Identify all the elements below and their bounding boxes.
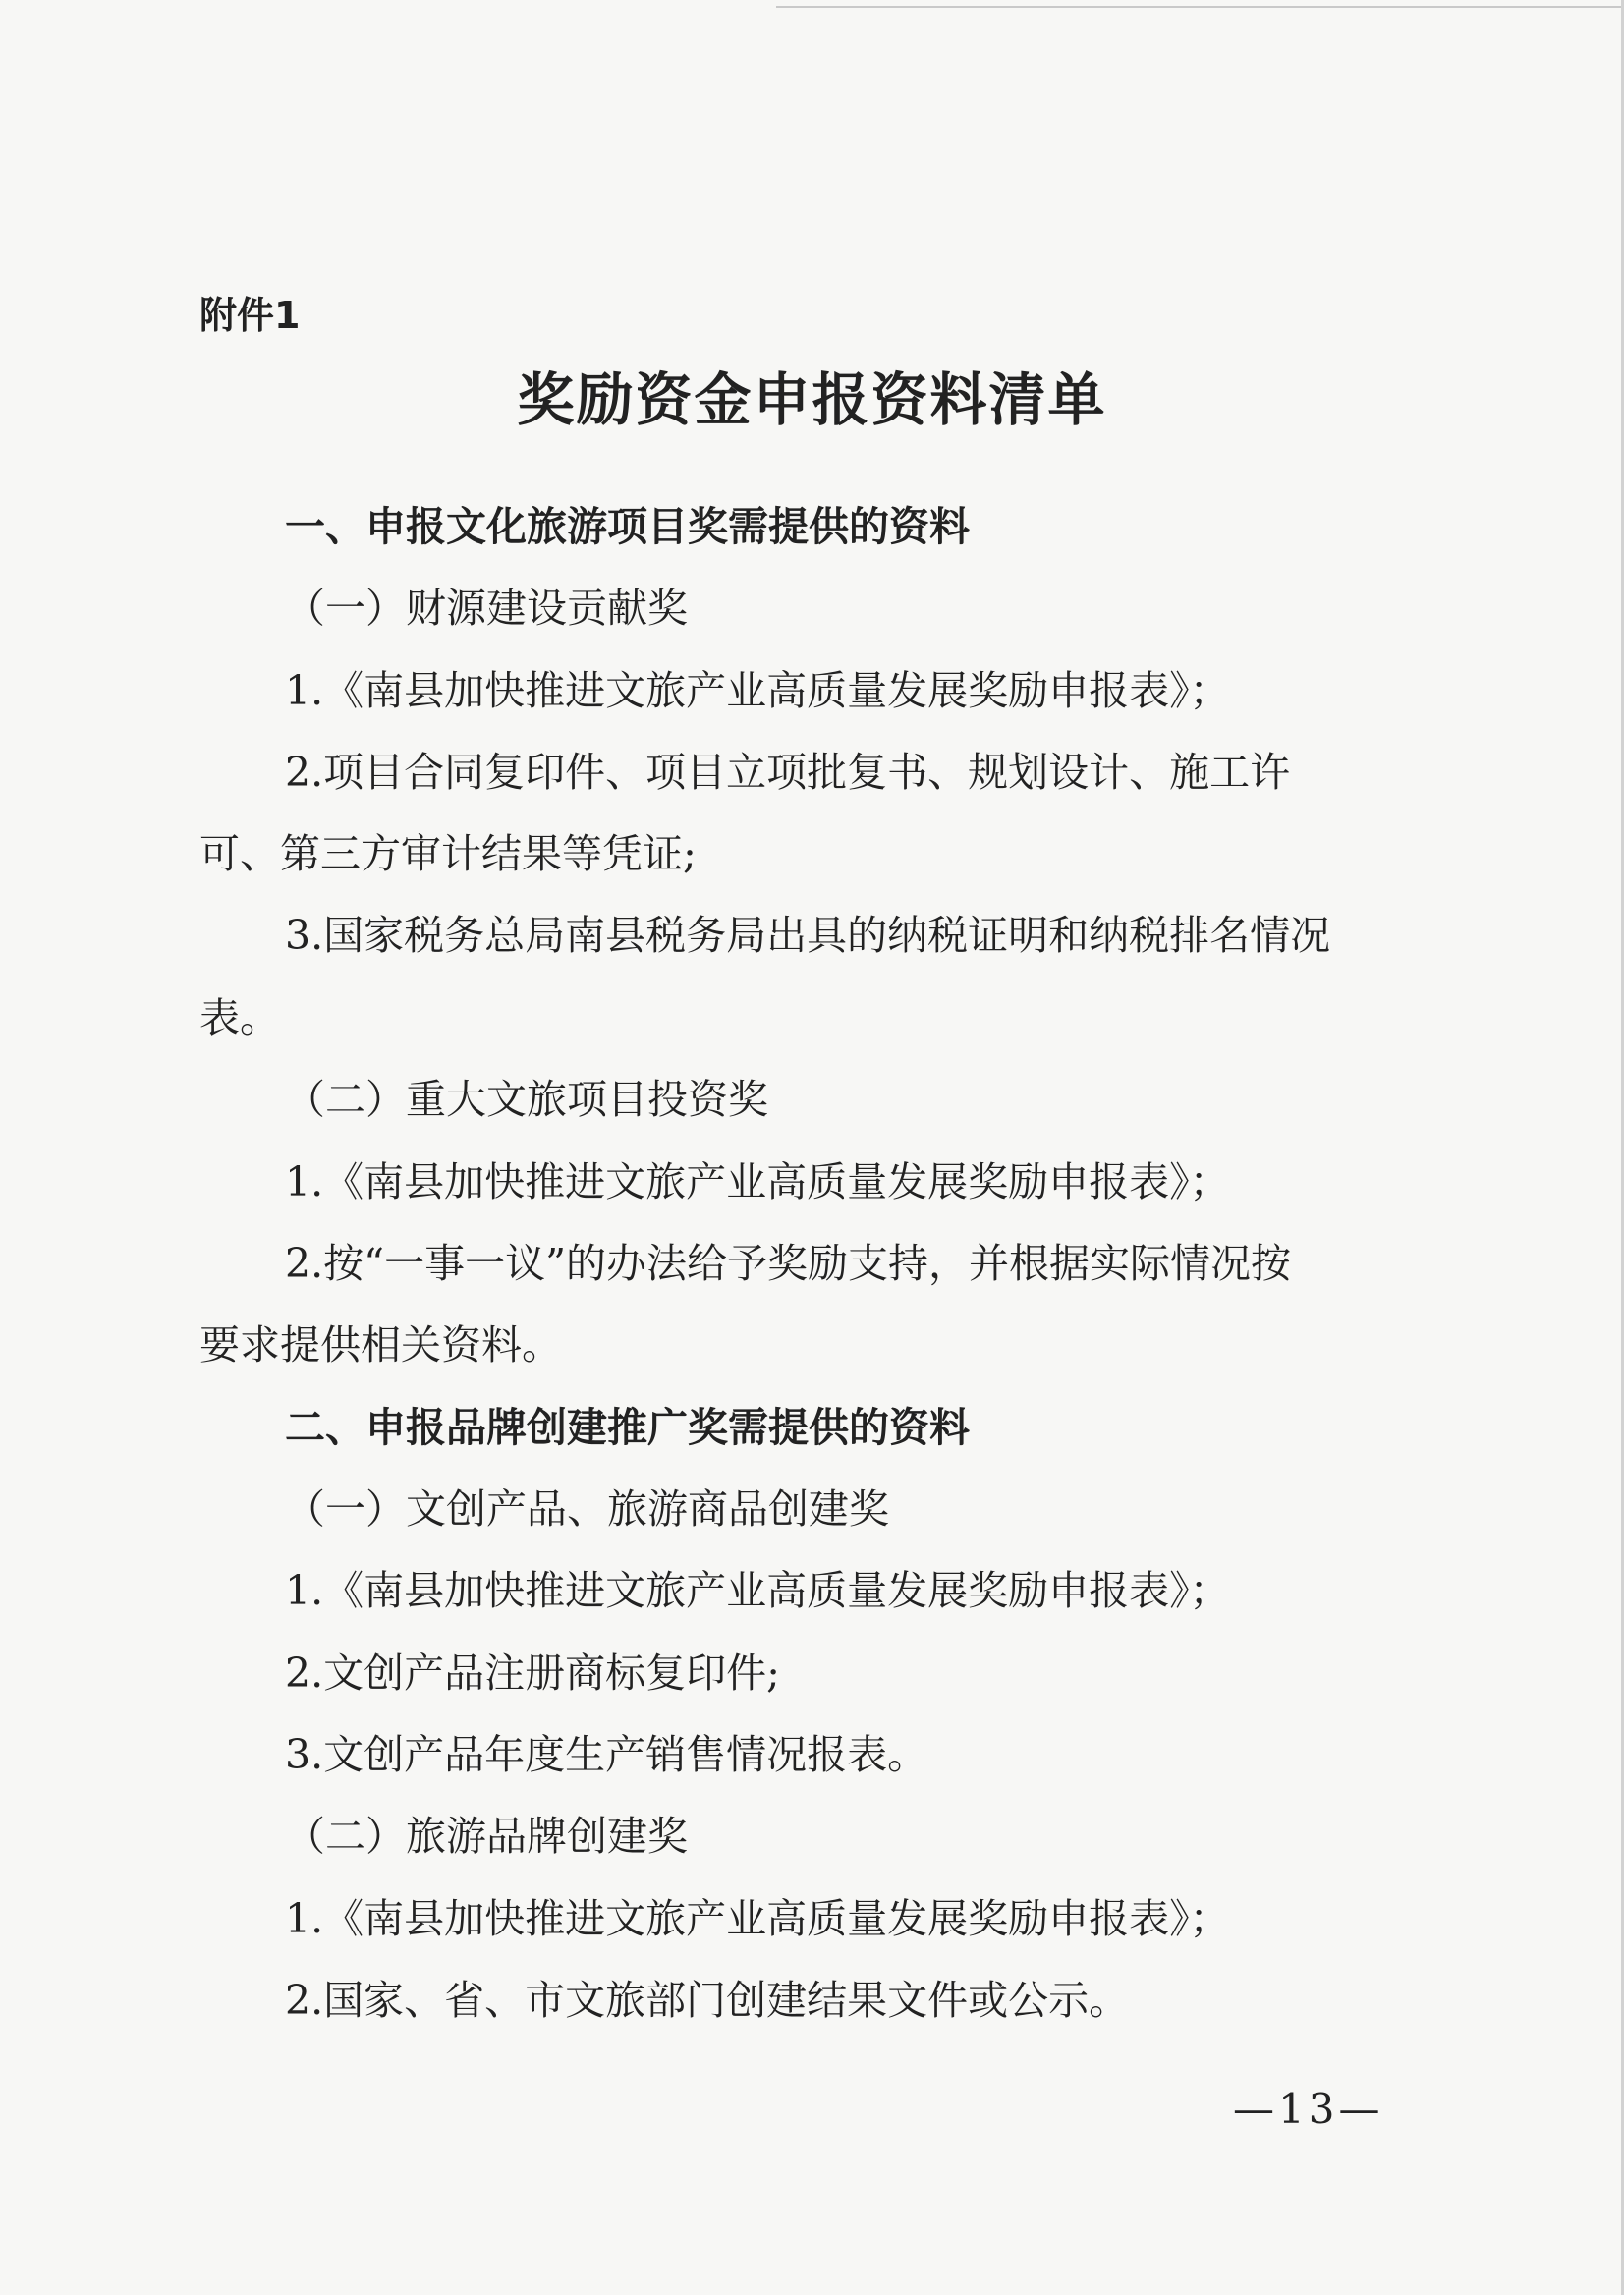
section-1-sub-2-item-2-line-1: 2.按“一事一议”的办法给予奖励支持，并根据实际情况按 bbox=[285, 1240, 1292, 1287]
section-2-sub-2-heading: （二）旅游品牌创建奖 bbox=[285, 1813, 688, 1860]
section-2-sub-1-heading: （一）文创产品、旅游商品创建奖 bbox=[285, 1485, 889, 1533]
section-2-sub-2-item-2: 2.国家、省、市文旅部门创建结果文件或公示。 bbox=[285, 1977, 1130, 2024]
section-1-sub-2-heading: （二）重大文旅项目投资奖 bbox=[285, 1076, 768, 1123]
section-1-sub-1-item-1: 1.《南县加快推进文旅产业高质量发展奖励申报表》； bbox=[285, 667, 1230, 714]
section-1-sub-2-item-2-line-2: 要求提供相关资料。 bbox=[199, 1321, 562, 1369]
section-2-heading: 二、申报品牌创建推广奖需提供的资料 bbox=[285, 1404, 970, 1451]
section-1-sub-1-item-3-line-2: 表。 bbox=[199, 994, 280, 1041]
section-1-sub-1-item-3-line-1: 3.国家税务总局南县税务局出具的纳税证明和纳税排名情况 bbox=[285, 912, 1331, 959]
section-1-sub-1-item-2-line-2: 可、第三方审计结果等凭证; bbox=[199, 830, 697, 877]
section-2-sub-2-item-1: 1.《南县加快推进文旅产业高质量发展奖励申报表》； bbox=[285, 1895, 1230, 1942]
attachment-label: 附件1 bbox=[199, 294, 301, 337]
section-2-sub-1-item-1: 1.《南县加快推进文旅产业高质量发展奖励申报表》； bbox=[285, 1567, 1230, 1614]
section-2-sub-1-item-2: 2.文创产品注册商标复印件; bbox=[285, 1650, 780, 1697]
scan-edge-top bbox=[776, 6, 1624, 8]
section-2-sub-1-item-3: 3.文创产品年度生产销售情况报表。 bbox=[285, 1731, 928, 1778]
page-number: —13— bbox=[1233, 2085, 1384, 2133]
document-title: 奖励资金申报资料清单 bbox=[517, 366, 1107, 433]
section-1-sub-1-heading: （一）财源建设贡献奖 bbox=[285, 585, 688, 632]
section-1-sub-1-item-2-line-1: 2.项目合同复印件、项目立项批复书、规划设计、施工许 bbox=[285, 749, 1291, 796]
section-1-sub-2-item-1: 1.《南县加快推进文旅产业高质量发展奖励申报表》； bbox=[285, 1158, 1230, 1205]
section-1-heading: 一、申报文化旅游项目奖需提供的资料 bbox=[285, 503, 970, 550]
